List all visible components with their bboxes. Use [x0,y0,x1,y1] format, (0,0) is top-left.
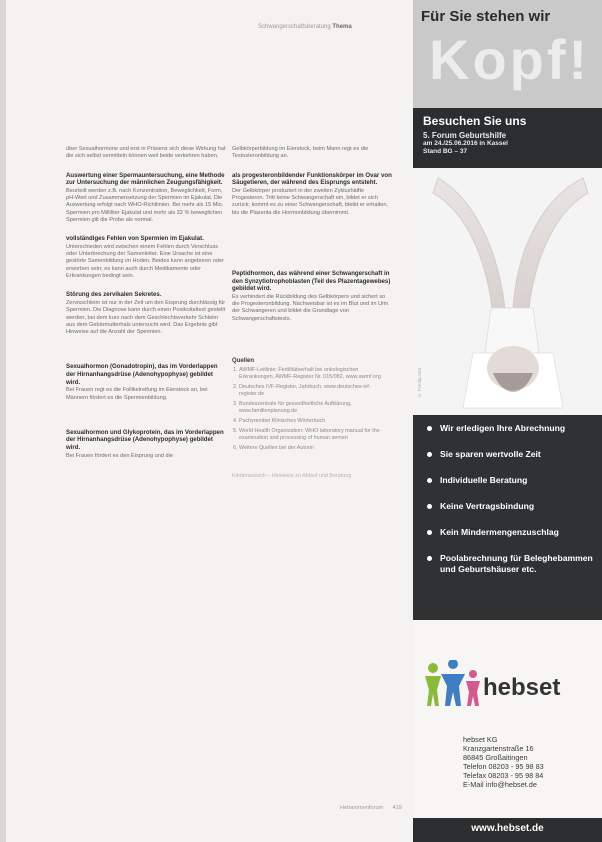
sources-title: Quellen [232,357,255,364]
banner-title: Besuchen Sie uns [423,114,527,128]
photo-credit: © Fotolia.com [417,368,422,398]
ad-headline: Für Sie stehen wir [421,8,551,25]
company-name: hebset KG [463,735,498,744]
ad-header [413,0,602,108]
left-intro: über Sexualhormone und erst in Präsenz sich diese Wirkung hat die sich selbst vermitteln können weil beide verkehren haben. [66,146,226,160]
bullet-icon [427,556,432,561]
banner-date: am 24./25.06.2016 in Kassel [423,140,508,147]
benefit-item: Wir erledigen Ihre Abrechnung [427,423,596,434]
page-footer [340,805,402,811]
glossary-heading: Peptidhormon, das während einer Schwangerschaft in den Synzytiotrophoblasten (Teil des Plazentagewebes) gebildet wird. [232,269,391,293]
source-item: 6. Weitere Quellen bei der Autorin [239,445,394,452]
event-banner [413,108,602,168]
sources [232,358,394,480]
bullet-icon [427,452,432,457]
glossary-body: Bei Frauen fördert es den Eisprung und die [66,452,173,459]
banner-stand: Stand BG – 37 [423,148,468,155]
source-item: 5. World Health Organization: WHO laboratory manual for the examination and processing of human semen [239,428,394,442]
mid-intro: Gelbkörperbildung im Eierstock, beim Mann regt es die Testosteronbildung an. [232,146,369,160]
logo-wordmark: hebset [483,674,561,701]
banner-event: 5. Forum Geburtshilfe [423,131,507,140]
running-head [258,24,352,30]
benefit-item: Sie sparen wertvolle Zeit [427,449,596,460]
company-url: www.hebset.de [413,818,602,842]
glossary-heading: Störung des zervikalen Sekretes. [66,291,162,299]
benefit-item: Keine Vertragsbindung [427,501,596,512]
running-head-text: Schwangerschaftsberatung [258,24,331,30]
benefit-item: Individuelle Beratung [427,475,596,486]
glossary-body: Bei Frauen regt es die Follikelreifung im Eierstock an, bei Männern fördert es die Spermienbildung. [66,387,208,401]
glossary-body: Zervixschleim ist nur in der Zeit um den Eisprung durchlässig für Spermien. Die Diagnose kann durch einen Postkoitaltest gestellt werden, bei dem kurz nach dem Geschlechtsverkehr Schleim aus dem Gebärmutterhals untersucht wird. Das Ergebnis gibt Hinweise auf die Anzahl der Spermien. [66,299,226,336]
bullet-icon [427,504,432,509]
glossary-heading: als progesteronbildender Funktionskörper im Ovar von Säugetieren, der während des Eisprungs entsteht. [232,171,392,187]
glossary-heading: Auswertung einer Spermauntersuchung, eine Methode zur Untersuchung der männlichen Zeugungsfähigkeit. [66,171,225,187]
page-edge [0,0,6,842]
company-fax: Telefax 08203 - 95 98 84 [463,771,544,780]
sources-list [232,367,394,452]
glossary-body: Es verhindert die Rückbildung des Gelbkörpers und sichert so die Progesteronbildung. Nachweisbar ist es im Blut und im Urin der Schwangeren und bildet die Grundlage von Schwangerschaftstests. [232,293,389,322]
company-email: E-Mail info@hebset.de [463,780,537,789]
bullet-icon [427,530,432,535]
ad-headline-big: Kopf! [429,28,591,91]
benefits-list [427,423,596,575]
source-item: 1. AWMF-Leitlinie: Fertilitätserhalt bei onkologischen Erkrankungen, AWMF-Register Nr. 015/082, www.awmf.org [239,367,394,381]
glossary-body: Beurteilt werden z.B. nach Konzentration, Beweglichkeit, Form, pH-Wert und Zusammensetzung der Spermien im Ejakulat. Die Auswertung erfolgt nach WHO-Richtlinien. Bei mehr als 15 Mio. Spermien pro Milliliter Ejakulat und mehr als 32 % beweglichen Spermien gilt die Probe als normal. [66,187,224,223]
benefit-item: Kein Mindermengenzuschlag [427,527,596,538]
source-item: 3. Bundeszentrale für gesundheitliche Aufklärung, www.familienplanung.de [239,401,394,415]
bullet-icon [427,426,432,431]
company-street: Kranzgartenstraße 16 [463,744,534,753]
left-column [66,146,228,465]
page-number: 419 [392,805,402,811]
glossary-heading: Sexualhormon (Gonadotropin), das im Vorderlappen der Hirnanhangsdrüse (Adenohypophyse) gebildet wird. [66,363,218,386]
benefit-item: Poolabrechnung für Beleghebammen und Geburtshäuser etc. [427,553,596,575]
benefits-panel [413,415,602,620]
upside-down-figure-illustration [413,168,602,426]
running-head-section: Thema [332,24,352,30]
middle-column [232,146,394,480]
hebset-advertisement [413,0,602,842]
bullet-icon [427,478,432,483]
company-phone: Telefon 08203 - 95 98 83 [463,762,544,771]
ad-photo [413,168,602,426]
company-city: 86845 Großaitingen [463,753,528,762]
hebset-logo [423,660,561,715]
source-item: 2. Deutsches IVF-Register, Jahrbuch, www.deutsches-ivf-register.de [239,384,394,398]
family-figures-icon [423,660,483,710]
footer-text: Hebammenforum [340,805,384,811]
source-item: 4. Pschyrembel Klinisches Wörterbuch [239,418,394,425]
company-address [463,735,544,789]
bottom-note: Kinderwunsch – Hinweise zu Ablauf und Beratung [232,472,352,479]
glossary-body: Der Gelbkörper produziert in der zweiten Zyklushälfte Progesteron. Tritt keine Schwangerschaft ein, bildet er sich zurück; kommt es zu einer Schwangerschaft, bleibt er erhalten, bis die Plazenta die Hormonbildung übernimmt. [232,187,389,216]
glossary-heading: Sexualhormon und Glykoprotein, das im Vorderlappen der Hirnanhangsdrüse (Adenohypophyse) gebildet wird. [66,428,224,451]
glossary-body: Unterschieden wird zwischen einem Fehlen durch Verschluss oder Unterbrechung der Samenleiter. Eine Ursache ist eine gestörte Samenbildung im Hoden. Beides kann angeboren oder erworben sein; es kann auch durch Medikamente oder Erkrankungen bedingt sein. [66,243,224,280]
glossary-heading: vollständiges Fehlen von Spermien im Ejakulat. [66,235,204,243]
